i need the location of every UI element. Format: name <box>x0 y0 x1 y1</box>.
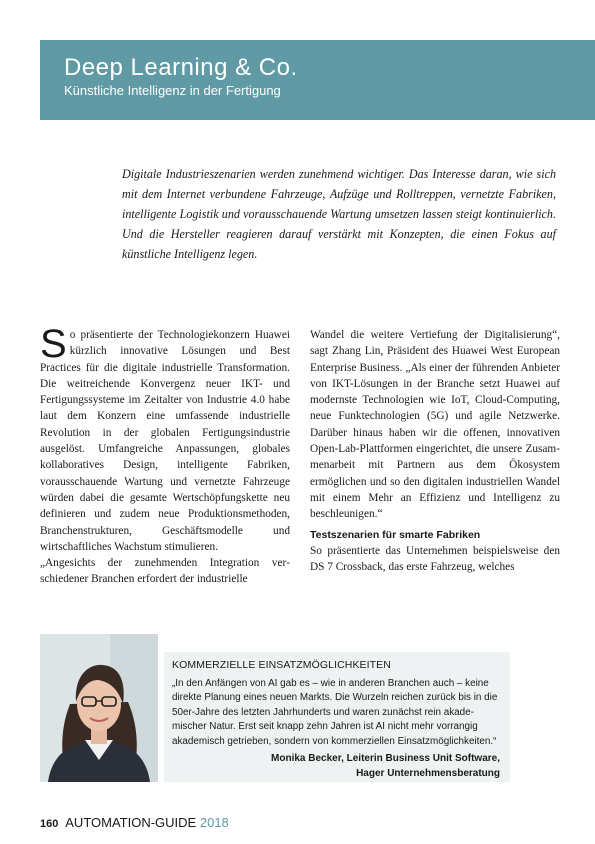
drop-cap: S <box>40 322 67 366</box>
quote-attribution <box>172 751 500 781</box>
portrait-photo <box>40 634 158 782</box>
publication-year: 2018 <box>199 815 229 830</box>
page-footer <box>40 815 229 830</box>
quote-box <box>164 652 510 782</box>
article-subtitle: Künstliche Intelligenz in der Fertigung <box>64 83 281 98</box>
body-paragraph <box>40 322 290 555</box>
body-text: o präsentierte der Technologiekonzern Huawei kürzlich innovative Lösungen und Best Practices für die digitale industrielle Transformation. Die weitreichende Konvergenz neuer IKT- und Fertigungssysteme im Zeitalter von Industrie 4.0 habe laut dem Konzern eine umfassende industrielle Revolution in der globalen Fertigungsindustrie ausgelöst. Umfangreiche Anpassungen, globales kollaboratives Design, intelligente Fabriken, vorausschauende Wartung und vernetzte Fahrzeuge würden dabei die gesamte Wertschöpfungskette neu definieren und zudem neue Produktionsmethoden, Branchenstrukturen, Geschäftsmodelle und wirtschaftliches Wachstum stimulieren. <box>40 329 290 553</box>
page-number: 160 <box>40 818 59 830</box>
body-paragraph: „Angesichts der zunehmenden Integration verschiedener Branchen erfordert der industrielle <box>40 557 290 586</box>
body-column-right <box>310 327 560 575</box>
attribution-company: Hager Unternehmensberatung <box>356 768 500 780</box>
article-title: Deep Learning & Co. <box>64 54 298 81</box>
attribution-name: Monika Becker, Leiterin Business Unit Software, <box>271 753 500 765</box>
body-paragraph: Wandel die weitere Vertiefung der Digitalisierung“, sagt Zhang Lin, Präsident des Huawei West European Enterprise Business. „Als einer der führenden Anbieter von IKT-Lösungen in der Branche setzt Huawei auf modernste Technologien wie IoT, Cloud-Computing, neue Funktechnologien (5G) und agile Netzwerke. Darüber hinaus haben wir die offenen, innovativen Open-Lab-Plattformen eingerichtet, die unsere Zusammenarbeit mit Partnern aus dem Ökosystem ermöglichen und so den digitalen industriellen Wandel mit einem Mehr an Effizienz und Intelligenz zu beschleunigen.“ <box>310 329 560 521</box>
section-subheading: Testszenarien für smarte Fabriken <box>310 528 481 541</box>
portrait-illustration <box>40 634 158 782</box>
quote-heading: KOMMERZIELLE EINSATZMÖGLICHKEITEN <box>172 659 391 671</box>
publication-name: AUTOMATION-GUIDE <box>65 815 197 830</box>
body-column-left <box>40 322 290 588</box>
quote-text: „In den Anfängen von AI gab es – wie in anderen Branchen auch – keine direkte Planung eines neuen Markts. Die Wurzeln reichen zurück bis in die 50er-Jahre des letzten Jahrhunderts und waren zunächst rein akademischer Natur. Erst seit knapp zehn Jahren ist AI nicht mehr vorrangig akademisch getrieben, sondern von kommerziellen Einsatzmöglichkeiten.“ <box>172 678 498 747</box>
body-paragraph: So präsentierte das Unternehmen beispielsweise den DS 7 Crossback, das erste Fahrzeug, welches <box>310 544 560 574</box>
header-banner <box>40 40 595 120</box>
intro-paragraph: Digitale Industrieszenarien werden zunehmend wichtiger. Das Interesse daran, wie sich mit dem Internet verbundene Fahrzeuge, Aufzüge und Rolltreppen, vernetzte Fabriken, intelligente Logistik und vorausschauende Wartung umsetzen lassen steigt kontinuierlich. Und die Hersteller reagieren darauf verstärkt mit Konzepten, die einen Fokus auf künstliche Intelligenz legen. <box>122 167 556 261</box>
